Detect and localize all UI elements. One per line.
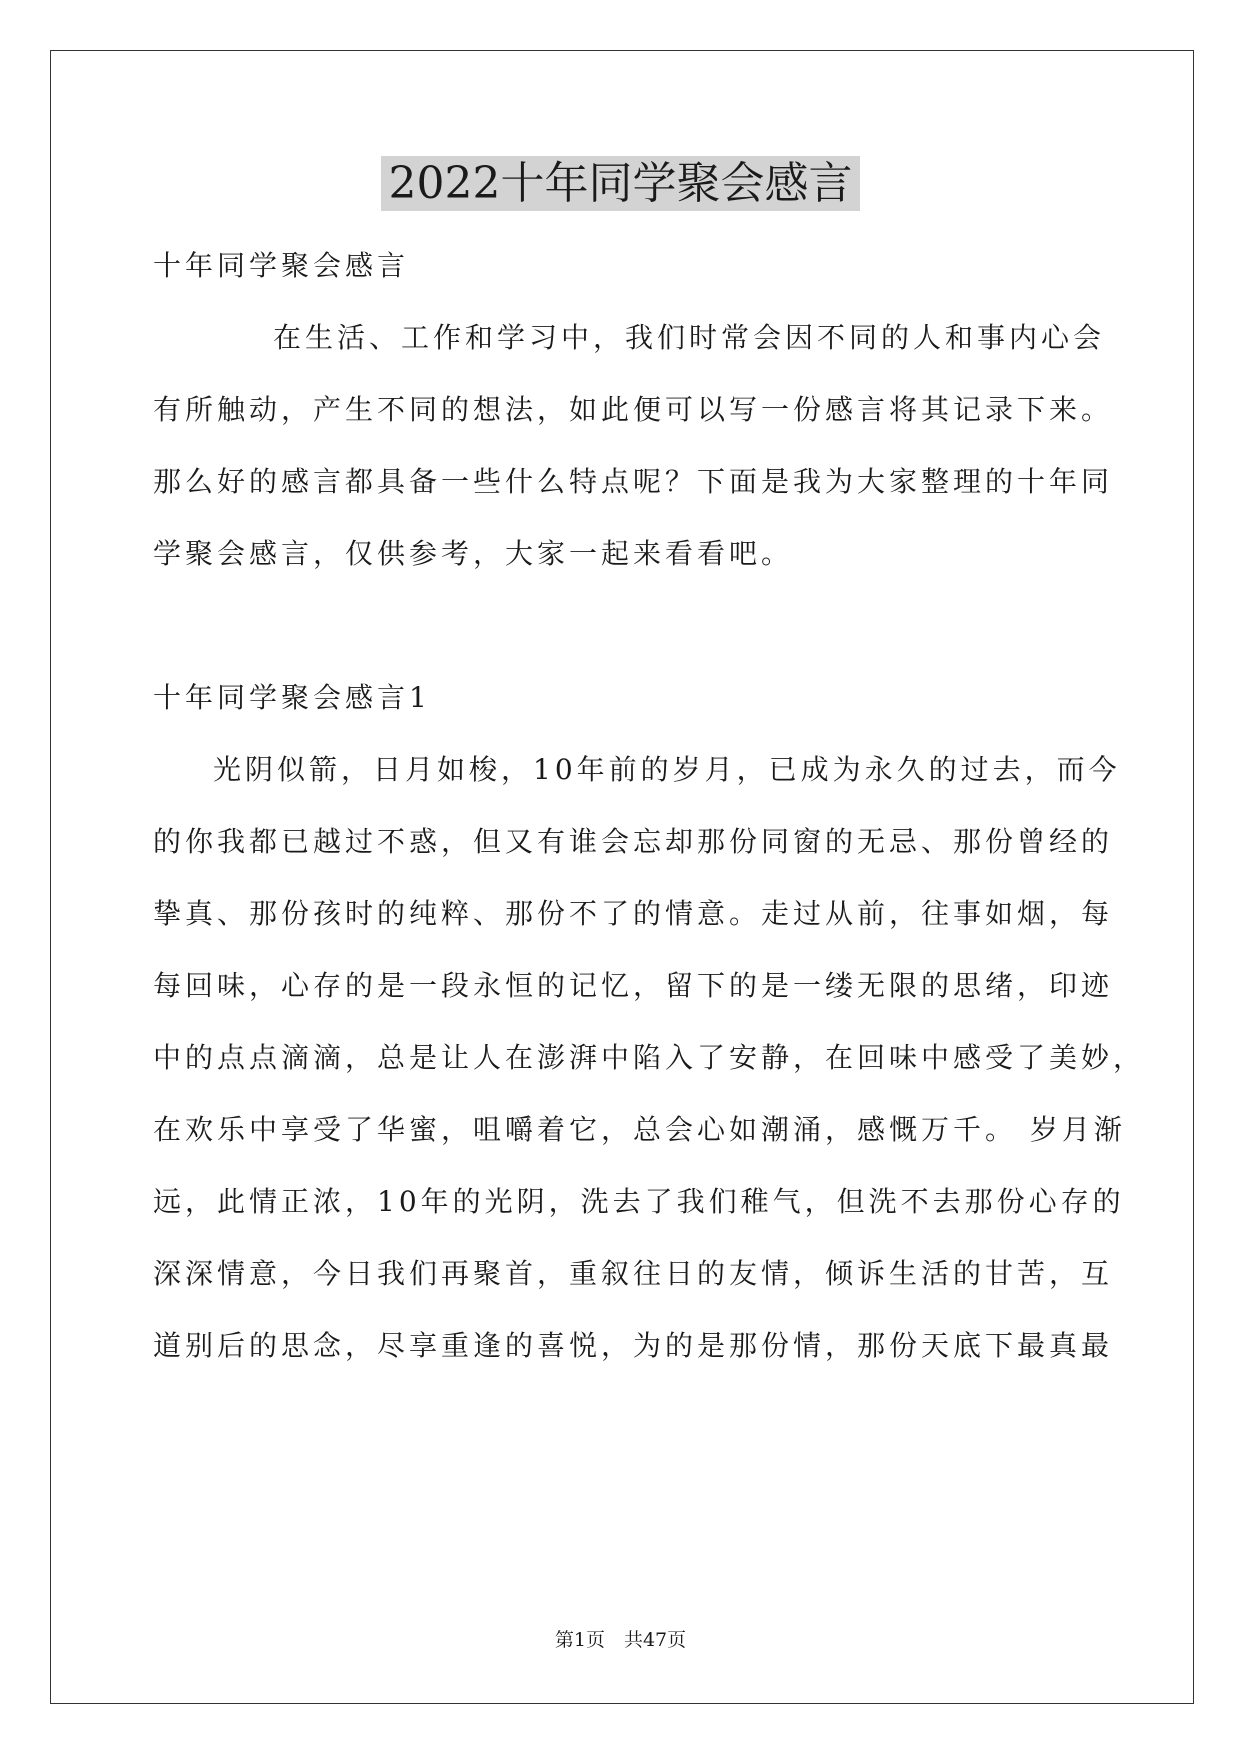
page-frame [50, 50, 1194, 1704]
paragraph-line: 学聚会感言，仅供参考，大家一起来看看吧。 [153, 537, 794, 570]
paragraph-line: 在欢乐中享受了华蜜，咀嚼着它，总会心如潮涌，感慨万千。 岁月渐 [153, 1113, 1126, 1146]
paragraph-line: 远，此情正浓，10年的光阴，洗去了我们稚气，但洗不去那份心存的 [153, 1185, 1125, 1218]
paragraph-line: 的你我都已越过不惑，但又有谁会忘却那份同窗的无忌、那份曾经的 [153, 825, 1114, 858]
section-heading: 十年同学聚会感言1 [153, 681, 431, 714]
paragraph-line: 道别后的思念，尽享重逢的喜悦，为的是那份情，那份天底下最真最 [153, 1329, 1114, 1362]
paragraph-line: 挚真、那份孩时的纯粹、那份不了的情意。走过从前，往事如烟，每 [153, 897, 1114, 930]
paragraph-line: 光阴似箭，日月如梭，10年前的岁月，已成为永久的过去，而今 [213, 753, 1121, 786]
page-number-footer: 第1页 共47页 [554, 1629, 687, 1651]
paragraph-line: 中的点点滴滴，总是让人在澎湃中陷入了安静，在回味中感受了美妙， [153, 1041, 1146, 1074]
paragraph-line: 深深情意，今日我们再聚首，重叙往日的友情，倾诉生活的甘苦，互 [153, 1257, 1114, 1290]
section-heading: 十年同学聚会感言 [153, 249, 410, 282]
document-title [0, 152, 1241, 216]
paragraph-line: 有所触动，产生不同的想法，如此便可以写一份感言将其记录下来。 [153, 393, 1114, 426]
paragraph-line: 那么好的感言都具备一些什么特点呢？下面是我为大家整理的十年同 [153, 465, 1114, 498]
paragraph-line: 每回味，心存的是一段永恒的记忆，留下的是一缕无限的思绪，印迹 [153, 969, 1114, 1002]
paragraph-line: 在生活、工作和学习中，我们时常会因不同的人和事内心会 [273, 321, 1106, 354]
document-title-text: 2022十年同学聚会感言 [381, 156, 861, 211]
